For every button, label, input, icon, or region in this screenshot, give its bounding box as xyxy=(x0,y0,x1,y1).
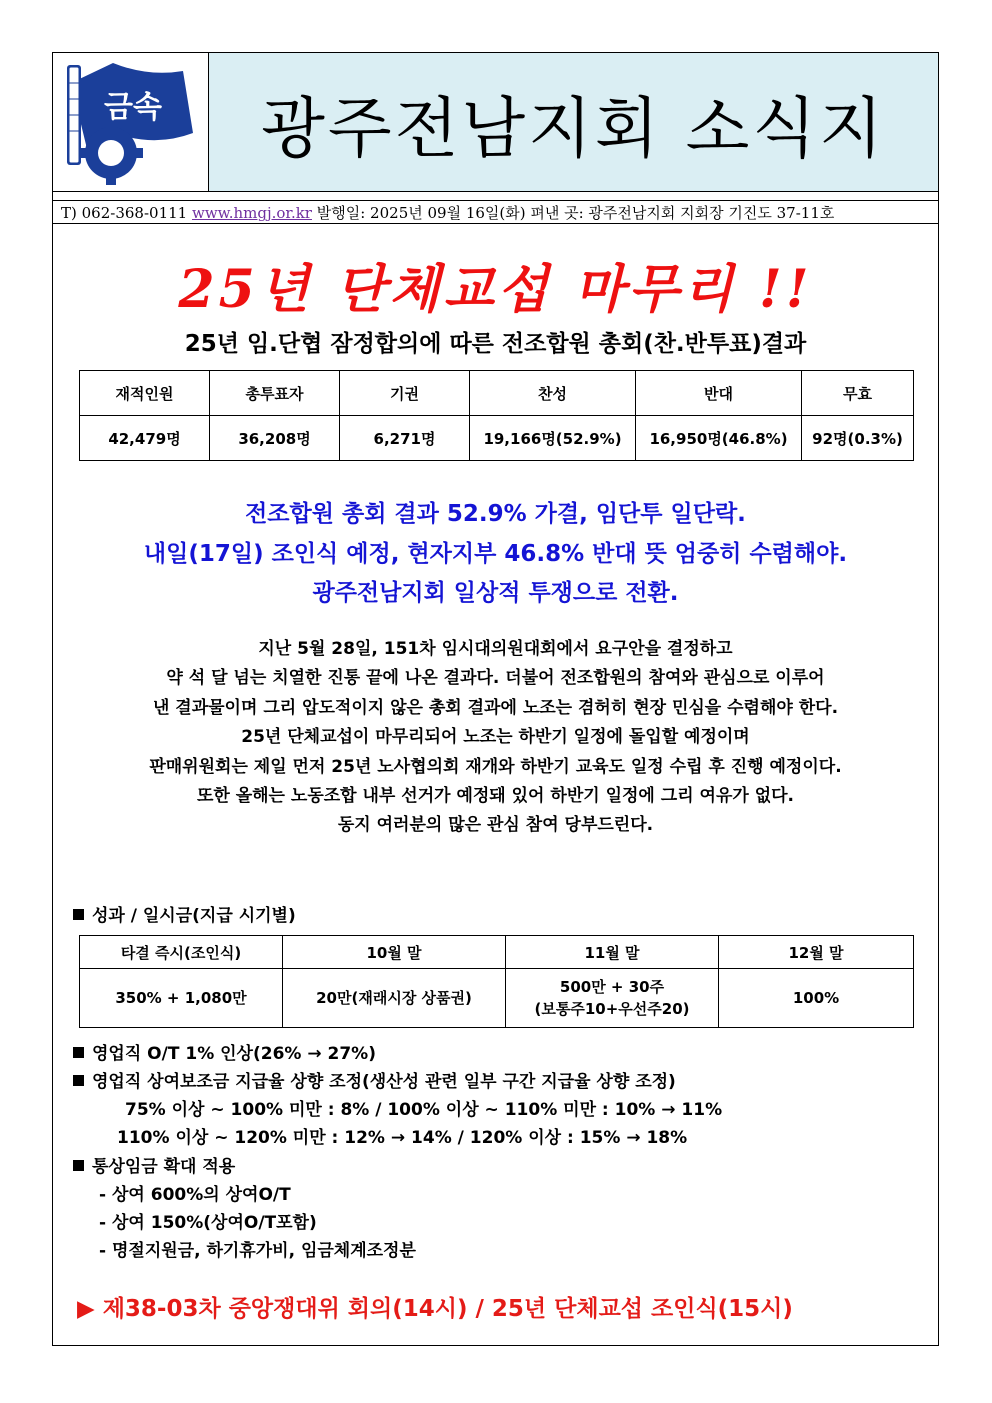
newsletter-frame xyxy=(52,52,939,1346)
body-line: 낸 결과물이며 그리 압도적이지 않은 총회 결과에 노조는 겸허히 현장 민심을 수렴해야 한다. xyxy=(152,697,839,718)
body-line: 약 석 달 넘는 치열한 진통 끝에 나온 결과다. 더불어 전조합원의 참여와 관심으로 이루어 xyxy=(166,668,825,689)
table-cell: 350% + 1,080만 xyxy=(80,969,283,1028)
square-bullet-icon xyxy=(73,1075,84,1086)
item-ot: 영업직 O/T 1% 인상(26% → 27%) xyxy=(73,1039,376,1064)
flag-logo-icon xyxy=(53,53,208,191)
cell-line: 500만 + 30주 xyxy=(559,978,665,996)
table-header: 기권 xyxy=(340,371,470,416)
table-header: 11월 말 xyxy=(506,936,719,969)
publish-info: 발행일: 2025년 09월 16일(화) 펴낸 곳: 광주전남지회 지회장 기진도 37-11호 xyxy=(316,204,835,222)
union-logo xyxy=(53,53,209,191)
ordinary-wage-sub-3: - 명절지원금, 하기휴가비, 임금체계조정분 xyxy=(99,1241,416,1261)
table-cell: 42,479명 xyxy=(80,416,210,461)
item-ordinary-wage: 통상임금 확대 적용 xyxy=(73,1152,235,1177)
table-header-row xyxy=(80,371,914,416)
headline: 25년 단체교섭 마무리 !! xyxy=(178,259,813,320)
bonus-table xyxy=(79,935,914,1028)
square-bullet-icon xyxy=(73,1047,84,1058)
table-header-row xyxy=(80,936,914,969)
logo-text: 금속 xyxy=(104,90,162,125)
table-header: 반대 xyxy=(636,371,802,416)
table-header: 12월 말 xyxy=(719,936,914,969)
table-cell: 36,208명 xyxy=(210,416,340,461)
table-header: 총투표자 xyxy=(210,371,340,416)
table-cell: 92명(0.3%) xyxy=(802,416,914,461)
square-bullet-icon xyxy=(73,909,84,920)
table-row xyxy=(80,416,914,461)
bonus-section-title: 성과 / 일시금(지급 시기별) xyxy=(73,901,296,926)
table-cell xyxy=(506,969,719,1028)
table-header: 재적인원 xyxy=(80,371,210,416)
body-line: 25년 단체교섭이 마무리되어 노조는 하반기 일정에 돌입할 예정이며 xyxy=(241,727,750,748)
table-cell: 16,950명(46.8%) xyxy=(636,416,802,461)
summary-line-3: 광주전남지회 일상적 투쟁으로 전환. xyxy=(312,580,679,606)
body-line: 또한 올해는 노동조합 내부 선거가 예정돼 있어 하반기 일정에 그리 여유가 없다. xyxy=(196,786,795,807)
header xyxy=(53,53,938,192)
body-paragraph xyxy=(53,635,938,841)
ordinary-wage-sub-2: - 상여 150%(상여O/T포함) xyxy=(99,1213,317,1233)
bonus-rate-line-1: 75% 이상 ~ 100% 미만 : 8% / 100% 이상 ~ 110% 미만 : 10% → 11% xyxy=(125,1100,723,1120)
body-line: 동지 여러분의 많은 관심 참여 당부드린다. xyxy=(337,815,654,836)
item-bonus-rate: 영업직 상여보조금 지급율 상향 조정(생산성 관련 일부 구간 지급율 상향 조정) xyxy=(73,1067,676,1092)
vote-result-table xyxy=(79,370,914,461)
table-row xyxy=(80,969,914,1028)
body-line: 지난 5월 28일, 151차 임시대의원대회에서 요구안을 결정하고 xyxy=(258,639,733,659)
page-title: 광주전남지회 소식지 xyxy=(261,89,886,167)
subtitle: 25년 임.단협 잠정합의에 따른 전조합원 총회(찬.반투표)결과 xyxy=(184,331,807,357)
website-link[interactable]: www.hmgj.or.kr xyxy=(191,204,312,222)
title-cell xyxy=(209,53,938,191)
table-cell: 20만(재래시장 상품권) xyxy=(283,969,506,1028)
schedule-notice: ▶ 제38-03차 중앙쟁대위 회의(14시) / 25년 단체교섭 조인식(15시) xyxy=(77,1296,793,1322)
body-line: 판매위원회는 제일 먼저 25년 노사협의회 재개와 하반기 교육도 일정 수립 후 진행 예정이다. xyxy=(149,756,842,777)
table-header: 찬성 xyxy=(470,371,636,416)
summary-line-1: 전조합원 총회 결과 52.9% 가결, 임단투 일단락. xyxy=(245,501,746,527)
table-cell: 6,271명 xyxy=(340,416,470,461)
table-header: 10월 말 xyxy=(283,936,506,969)
table-header: 무효 xyxy=(802,371,914,416)
publication-info xyxy=(53,200,938,224)
table-cell: 19,166명(52.9%) xyxy=(470,416,636,461)
table-header: 타결 즉시(조인식) xyxy=(80,936,283,969)
square-bullet-icon xyxy=(73,1160,84,1171)
phone: T) 062-368-0111 xyxy=(61,204,188,222)
cell-note: (보통주10+우선주20) xyxy=(534,1000,690,1018)
summary-line-2: 내일(17일) 조인식 예정, 현자지부 46.8% 반대 뜻 엄중히 수렴해야. xyxy=(143,541,848,567)
ordinary-wage-sub-1: - 상여 600%의 상여O/T xyxy=(99,1185,291,1205)
table-cell: 100% xyxy=(719,969,914,1028)
bonus-rate-line-2: 110% 이상 ~ 120% 미만 : 12% → 14% / 120% 이상 : 15% → 18% xyxy=(117,1128,688,1148)
